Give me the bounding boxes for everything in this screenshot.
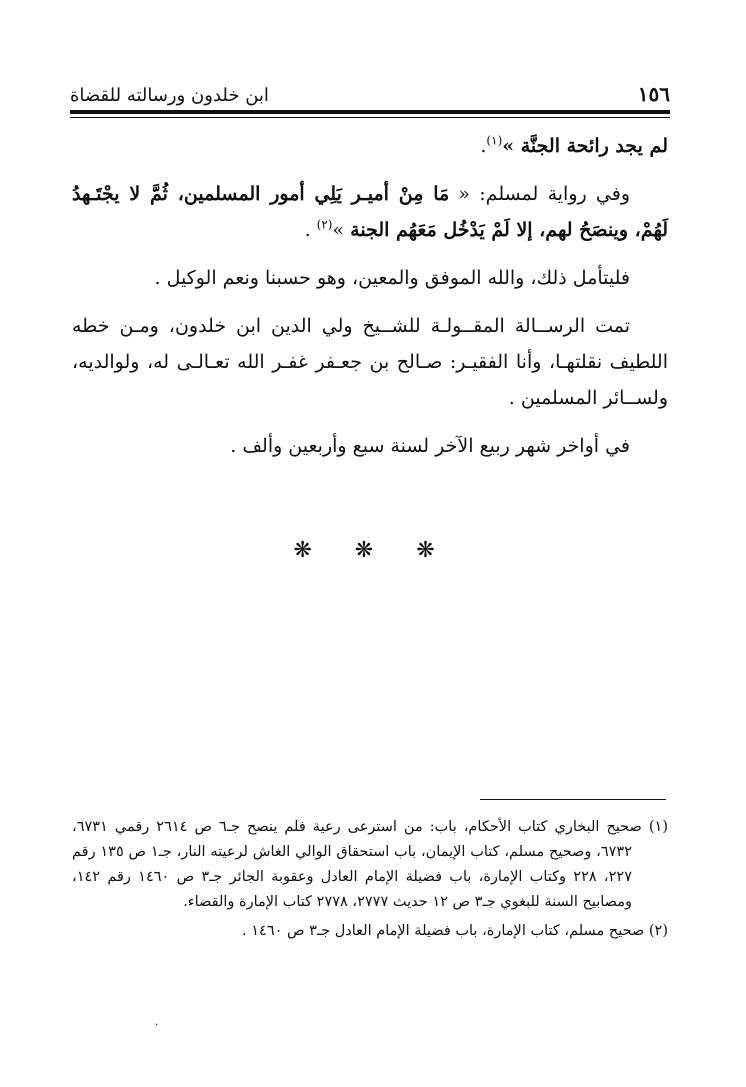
header-rule-thick: [70, 110, 670, 114]
section-ornament: ❋ ❋ ❋: [293, 538, 453, 563]
paragraph-2-end: .: [304, 219, 317, 241]
paragraph-3: فليتأمل ذلك، والله الموفق والمعين، وهو حسبنا ونعم الوكيل .: [154, 267, 630, 289]
footnote-1: (١) صحيح البخاري كتاب الأحكام، باب: من استرعى رعية فلم ينصح جـ٦ ص ٢٦١٤ رقمي ٦٧٣١، ٦٧٣٢، وصحيح مسلم، كتاب الإيمان، باب استحقاق الوالي الغاش لرعيته النار، جـ١ ص ١٣٥ رقم ٢٢٧، ٢٢٨ وكتاب الإمارة، باب فضيلة الإمام العادل وعقوبة الجائر جـ٣ ص ١٤٦٠ رقم ١٤٢، ومصابيح السنة للبغوي جـ٣ ص ١٢ حديث ٢٧٧٧، ٢٧٧٨ كتاب الإمارة والقضاء.: [72, 819, 668, 910]
paragraph-1-end: .: [480, 135, 487, 157]
footnote-2: (٢) صحيح مسلم، كتاب الإمارة، باب فضيلة الإمام العادل جـ٣ ص ١٤٦٠ .: [242, 923, 668, 939]
quote-close: »: [332, 219, 351, 241]
footnote-ref-1: (١): [486, 133, 503, 148]
paragraph-4: تمت الرســالة المقــولـة للشــيخ ولي الدين ابن خلدون، ومـن خطه اللطيف نقلتهـا، وأنا الفقيـر: صـالح بن جعـفر غفـر الله تعـالـى له، ولوالديه، ولســائر المسلمين .: [72, 315, 668, 409]
page-number: ١٥٦: [637, 82, 670, 106]
paragraph-1-text: لم يجد رائحة الجنَّة »: [502, 135, 668, 157]
stray-mark: ·: [155, 1020, 159, 1031]
paragraph-2: [72, 176, 668, 248]
footnotes: [72, 815, 668, 948]
paragraph-2-intro: وفي رواية لمسلم: «: [449, 183, 630, 205]
page-header: [70, 80, 670, 106]
footnote-ref-2: (٢): [316, 217, 333, 232]
paragraph-5: في أواخر شهر ربيع الآخر لسنة سبع وأربعين وألف .: [230, 435, 630, 457]
main-text: [72, 128, 668, 476]
hadith-quote: مَا مِنْ أميـر يَلِي أمور المسلمين، ثُمَّ لا يجْتَـهدُ لَهُمْ، وينصَحُ لهم، إلا لَمْ يَدْخُل مَعَهُم الجنة: [72, 183, 668, 241]
header-rule-thin: [70, 117, 670, 118]
paragraph-1: [72, 128, 668, 164]
running-title: ابن خلدون ورسالته للقضاة: [70, 85, 269, 106]
footnote-separator: [480, 799, 666, 800]
